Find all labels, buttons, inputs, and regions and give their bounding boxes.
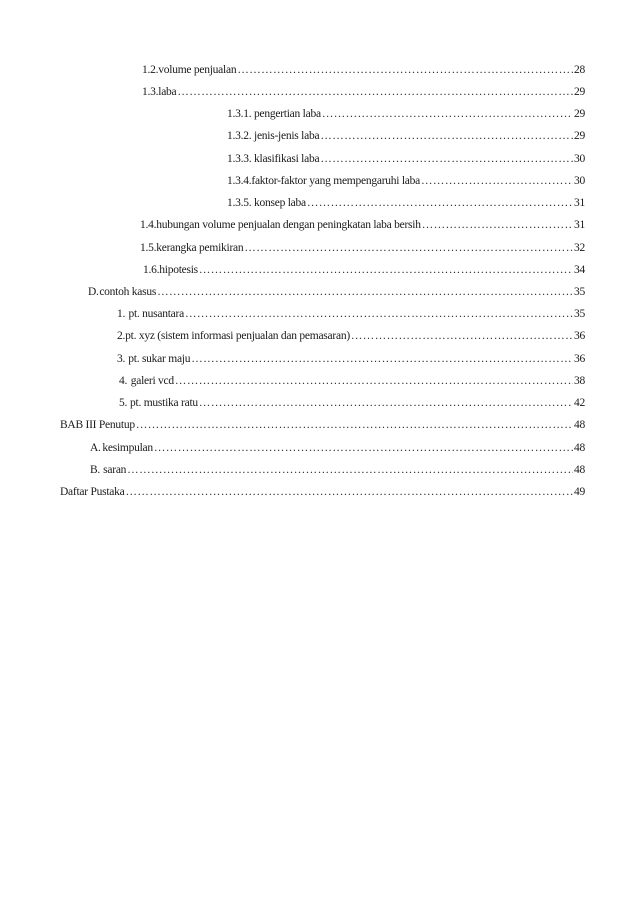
toc-entry [227,195,585,211]
toc-entry-number: D. [88,286,99,298]
toc-entry [119,395,585,411]
toc-entry-page: 31 [574,219,585,231]
toc-entry-page: 48 [574,442,585,454]
dot-leader [199,395,573,411]
dot-leader [237,62,573,78]
toc-entry-number: 2. [117,330,126,342]
toc-entry-label: saran [103,464,127,476]
toc-entry-number: 1. [117,308,126,320]
toc-entry-page: 30 [574,153,585,165]
toc-entry-label: 1.3.5. konsep laba [227,197,306,209]
toc-entry [117,328,585,344]
dot-leader [154,440,573,456]
toc-entry [60,417,585,433]
toc-entry-number: 3. [117,353,126,365]
dot-leader [422,217,573,233]
toc-entry [117,351,585,367]
toc-entry-page: 49 [574,486,585,498]
toc-entry-label: BAB III Penutup [60,419,135,431]
dot-leader [177,84,573,100]
toc-entry-label: Daftar Pustaka [60,486,125,498]
dot-leader [322,106,573,122]
toc-entry-page: 48 [574,464,585,476]
toc-entry-page: 29 [574,86,585,98]
toc-entry-page: 35 [574,308,585,320]
toc-entry-page: 31 [574,197,585,209]
toc-entry [227,151,585,167]
toc-entry [140,240,585,256]
toc-entry-label: pt. sukar maju [128,353,191,365]
toc-entry-label: hipotesis [159,264,198,276]
toc-entry [88,284,585,300]
toc-entry [90,462,585,478]
toc-entry-label: laba [158,86,177,98]
toc-entry-page: 30 [574,175,585,187]
toc-entry-label: contoh kasus [99,286,157,298]
dot-leader [320,128,573,144]
toc-entry-page: 34 [574,264,585,276]
toc-entry [119,373,585,389]
toc-entry-page: 42 [574,397,585,409]
toc-entry-label: 1.3.3. klasifikasi laba [227,153,320,165]
toc-entry-page: 48 [574,419,585,431]
toc-entry-label: pt. xyz (sistem informasi penjualan dan pemasaran) [125,330,350,342]
toc-entry-label: kerangka pemikiran [156,242,244,254]
toc-entry-label: galeri vcd [130,375,174,387]
toc-entry-page: 29 [574,130,585,142]
dot-leader [157,284,573,300]
toc-entry-number: 1.5. [140,242,157,254]
toc-entry-label: 1.3.2. jenis-jenis laba [227,130,320,142]
toc-entry [143,262,585,278]
toc-entry-page: 29 [574,108,585,120]
toc-entry [117,306,585,322]
toc-entry-number: 1.3. [142,86,159,98]
toc-entry-page: 36 [574,330,585,342]
toc-entry-page: 35 [574,286,585,298]
dot-leader [126,484,573,500]
toc-entry-page: 38 [574,375,585,387]
toc-entry-page: 32 [574,242,585,254]
toc-entry [142,62,585,78]
dot-leader [175,373,573,389]
dot-leader [199,262,573,278]
toc-entry-number: A. [90,442,101,454]
toc-entry-label: hubungan volume penjualan dengan peningkatan laba bersih [156,219,421,231]
toc-entry-number: 4. [119,375,128,387]
toc-entry-number: 5. [119,397,128,409]
dot-leader [185,306,573,322]
toc-entry-number: 1.2. [142,64,159,76]
toc-entry [90,440,585,456]
dot-leader [307,195,573,211]
dot-leader [136,417,573,433]
toc-entry-number: 1.4. [140,219,157,231]
toc-entry [227,173,585,189]
toc-entry [142,84,585,100]
toc-entry-label: 1.3.1. pengertian laba [227,108,321,120]
toc-entry [60,484,585,500]
dot-leader [351,328,573,344]
toc-entry-page: 28 [574,64,585,76]
dot-leader [127,462,573,478]
toc-entry-label: pt. nusantara [128,308,184,320]
toc-entry-label: pt. mustika ratu [130,397,198,409]
dot-leader [244,240,573,256]
toc-entry [140,217,585,233]
toc-entry-number: B. [90,464,101,476]
toc-entry-page: 36 [574,353,585,365]
dot-leader [421,173,573,189]
toc-entry [227,128,585,144]
toc-entry-number: 1.6. [143,264,160,276]
toc-entry-label: kesimpulan [102,442,153,454]
dot-leader [320,151,573,167]
toc-entry-label: 1.3.4.faktor-faktor yang mempengaruhi laba [227,175,421,187]
dot-leader [191,351,573,367]
toc-entry-label: volume penjualan [158,64,237,76]
toc-entry [227,106,585,122]
